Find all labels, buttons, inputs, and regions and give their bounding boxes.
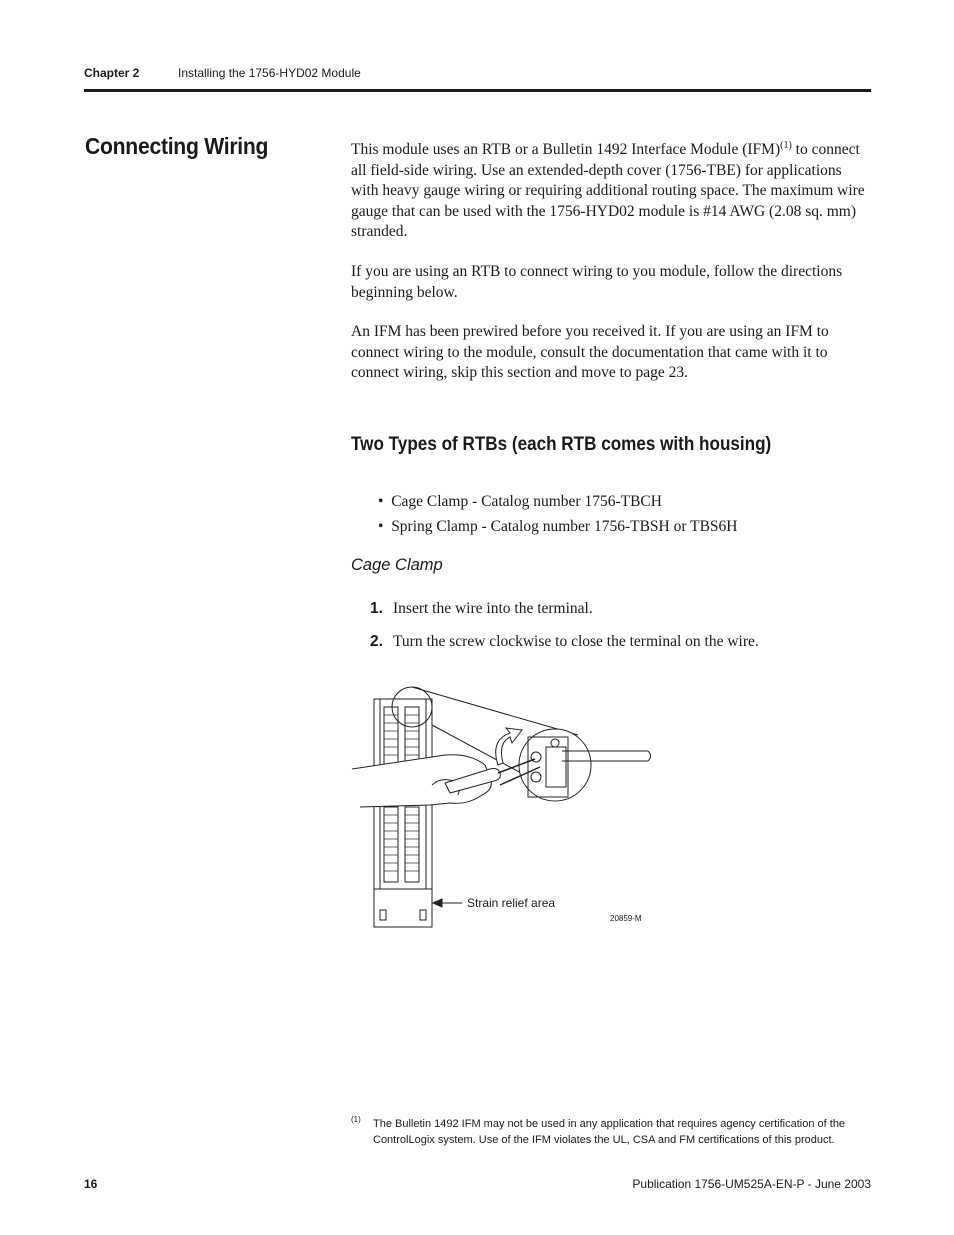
step-item <box>370 600 593 618</box>
list-item: • Cage Clamp - Catalog number 1756-TBCH <box>378 493 662 510</box>
paragraph-rtb: If you are using an RTB to connect wiring to you module, follow the directions beginning below. <box>351 263 843 301</box>
paragraph-intro-text-b: to connect all field-side wiring. Use an extended-depth cover (1756-TBE) for applications with heavy gauge wiring or requiring additional routing space. The maximum wire gauge that can be used with the 1756-HYD02 module is #14 AWG (2.08 sq. mm) stranded. <box>351 141 865 240</box>
paragraph-ifm: An IFM has been prewired before you received it. If you are using an IFM to connect wiring to the module, consult the documentation that came with it to connect wiring, skip this section and move to page 23. <box>351 323 829 381</box>
step-item <box>370 633 759 651</box>
footnote-ref: (1) <box>780 139 792 151</box>
paragraph-intro <box>351 140 871 243</box>
publication-info: Publication 1756-UM525A-EN-P - June 2003 <box>632 1177 871 1191</box>
step-number: 2. <box>370 633 383 650</box>
step-number: 1. <box>370 600 383 617</box>
cage-clamp-heading: Cage Clamp <box>351 556 443 574</box>
step-text: Insert the wire into the terminal. <box>393 600 593 617</box>
page-number: 16 <box>84 1177 98 1191</box>
list-item-text: Cage Clamp - Catalog number 1756-TBCH <box>391 493 662 510</box>
step-text: Turn the screw clockwise to close the terminal on the wire. <box>393 633 759 650</box>
chapter-title: Installing the 1756-HYD02 Module <box>178 66 361 80</box>
rtb-type-list <box>378 489 738 539</box>
footnote-mark: (1) <box>351 1115 361 1124</box>
figure-callout: Strain relief area <box>467 896 556 910</box>
chapter-label: Chapter 2 <box>84 66 140 80</box>
page-header <box>84 66 361 80</box>
figure-id: 20859-M <box>610 914 642 923</box>
cage-clamp-illustration <box>350 685 660 930</box>
subsection-title: Two Types of RTBs (each RTB comes with housing) <box>351 434 772 455</box>
list-item-text: Spring Clamp - Catalog number 1756-TBSH or TBS6H <box>391 518 738 535</box>
footnote-text: The Bulletin 1492 IFM may not be used in any application that requires agency certification of the ControlLogix system. Use of the IFM violates the UL, CSA and FM certifications of this product. <box>373 1118 846 1146</box>
list-item: • Spring Clamp - Catalog number 1756-TBSH or TBS6H <box>378 518 738 535</box>
section-title: Connecting Wiring <box>85 133 269 159</box>
header-rule <box>84 89 871 92</box>
paragraph-intro-text-a: This module uses an RTB or a Bulletin 1492 Interface Module (IFM) <box>351 141 781 158</box>
